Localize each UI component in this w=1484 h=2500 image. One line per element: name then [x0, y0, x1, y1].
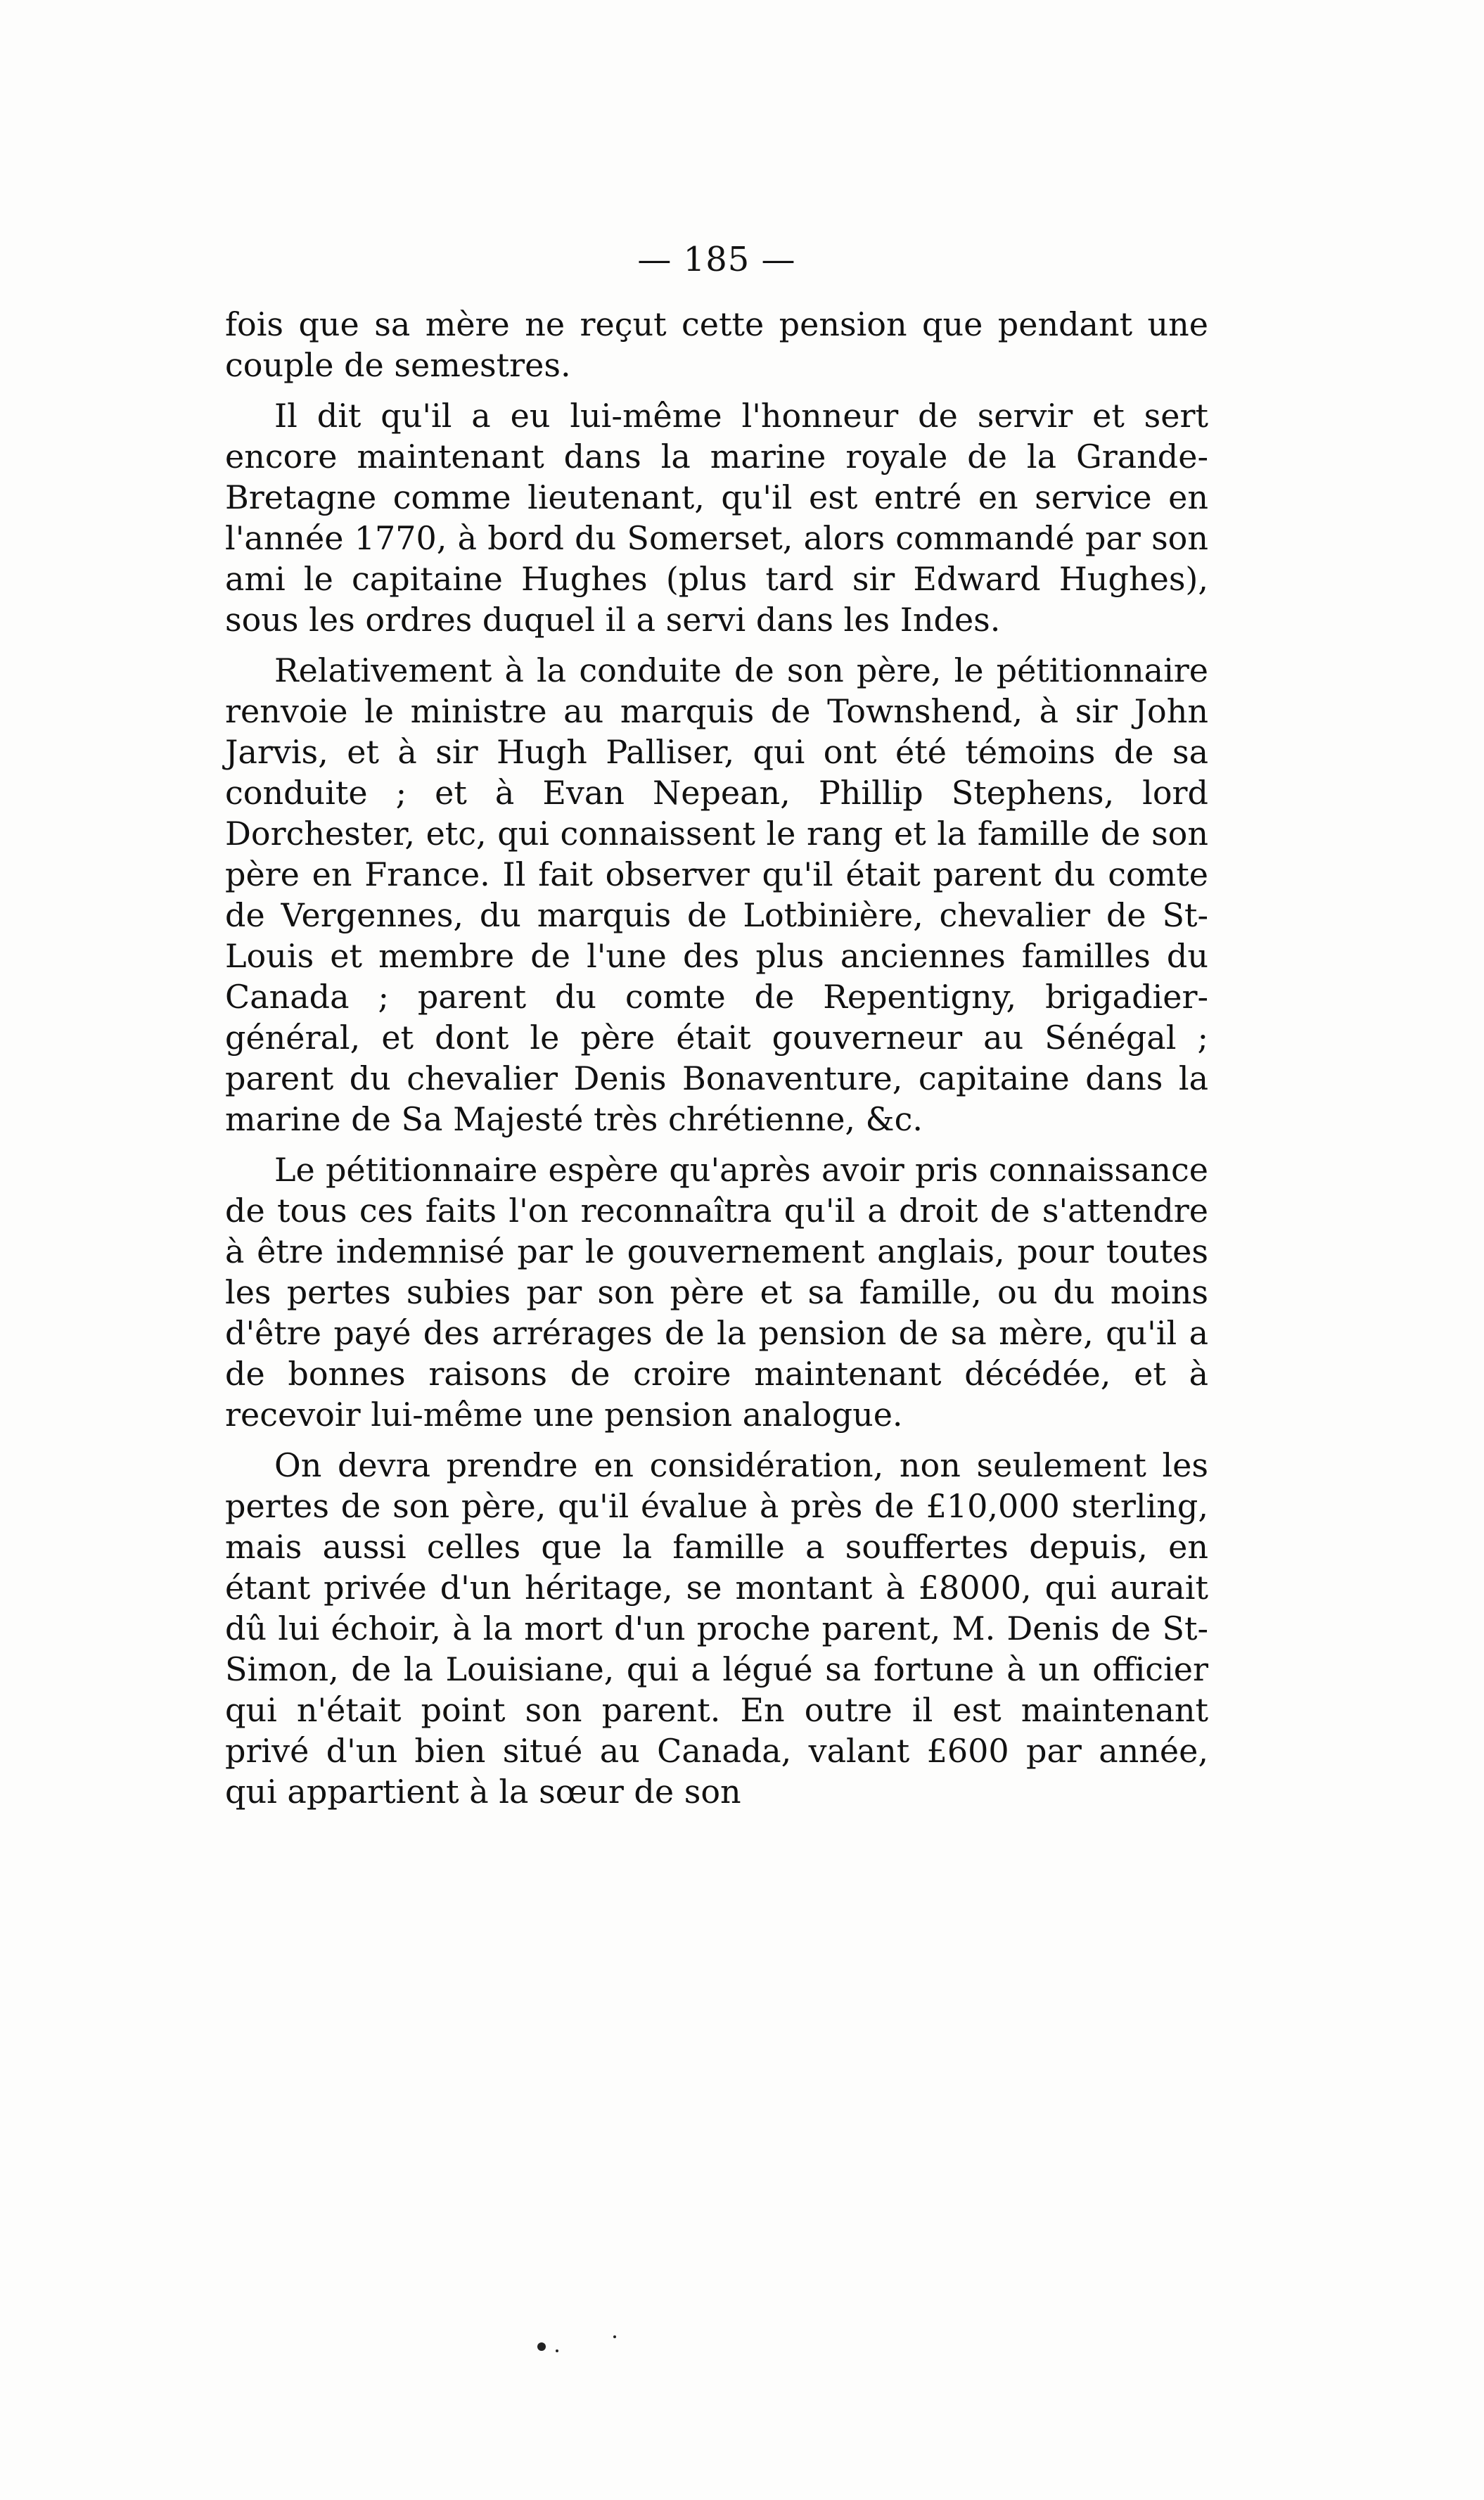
paragraph-5: On devra prendre en considération, non seulement les pertes de son père, qu'il évalue à près de £10,000 sterling, mais aussi celles que la famille a souffertes depuis, en étant privée d'un héritage, se montant à £8000, qui aurait dû lui échoir, à la mort d'un proche parent, M. Denis de St-Simon, de la Louisiane, qui a légué sa fortune à un officier qui n'était point son parent. En outre il est maintenant privé d'un bien situé au Canada, valant £600 par année, qui appartient à la sœur de son	[225, 1446, 1208, 1811]
paragraph-1: fois que sa mère ne reçut cette pension que pendant une couple de semestres.	[225, 305, 1208, 384]
ink-speck	[537, 2342, 546, 2351]
ink-speck	[556, 2349, 558, 2352]
paragraph-4: Le pétitionnaire espère qu'après avoir pris connaissance de tous ces faits l'on reconnaîtra qu'il a droit de s'attendre à être indemnisé par le gouvernement anglais, pour toutes les pertes subies par son père et sa famille, ou du moins d'être payé des arrérages de la pension de sa mère, qu'il a de bonnes raisons de croire maintenant décédée, et à recevoir lui-même une pension analogue.	[225, 1151, 1208, 1434]
paragraph-2: Il dit qu'il a eu lui-même l'honneur de servir et sert encore maintenant dans la marine royale de la Grande-Bretagne comme lieutenant, qu'il est entré en service en l'année 1770, à bord du Somerset, alors commandé par son ami le capitaine Hughes (plus tard sir Edward Hughes), sous les ordres duquel il a servi dans les Indes.	[225, 397, 1208, 639]
page-number: — 185 —	[637, 240, 796, 279]
ink-speck	[613, 2335, 616, 2338]
body-text	[225, 239, 1208, 1822]
paragraph-3: Relativement à la conduite de son père, le pétitionnaire renvoie le ministre au marquis de Townshend, à sir John Jarvis, et à sir Hugh Palliser, qui ont été témoins de sa conduite ; et à Evan Nepean, Phillip Stephens, lord Dorchester, etc, qui connaissent le rang et la famille de son père en France. Il fait observer qu'il était parent du comte de Vergennes, du marquis de Lotbinière, chevalier de St-Louis et membre de l'une des plus anciennes familles du Canada ; parent du comte de Repentigny, brigadier-général, et dont le père était gouverneur au Sénégal ; parent du chevalier Denis Bonaventure, capitaine dans la marine de Sa Majesté très chrétienne, &c.	[225, 651, 1208, 1138]
